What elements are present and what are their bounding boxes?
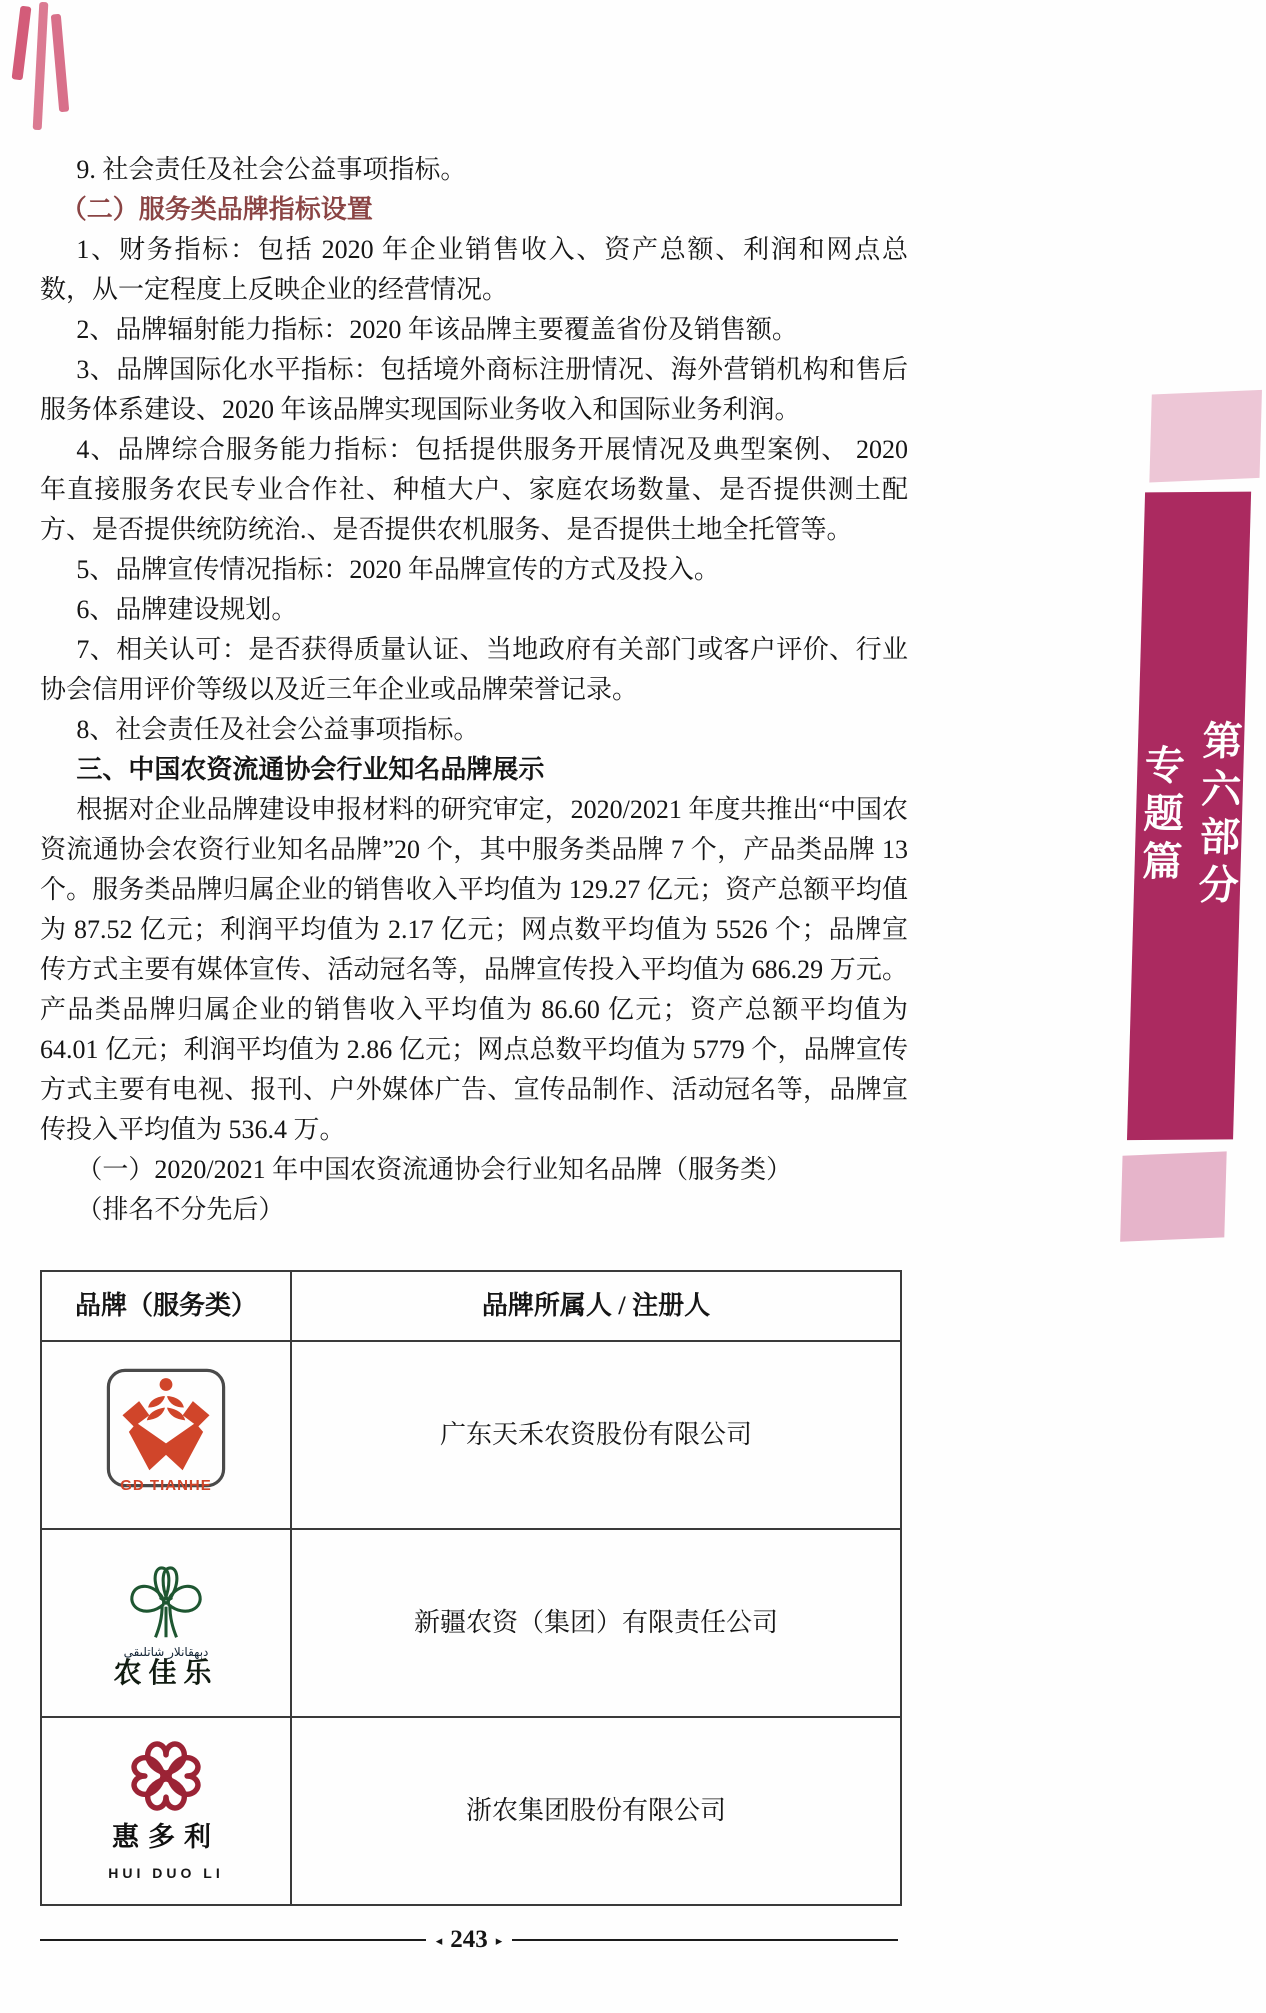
table-row bbox=[41, 1717, 901, 1905]
scan-artifact bbox=[33, 2, 49, 130]
huiduoli-logo-latin-text: HUI DUO LI bbox=[108, 1864, 224, 1881]
table-row bbox=[41, 1341, 901, 1529]
sub-heading-note: （排名不分先后） bbox=[76, 1195, 285, 1224]
table-row bbox=[41, 1529, 901, 1717]
gdtianhe-logo-icon bbox=[42, 1364, 290, 1506]
footer-rule-left bbox=[40, 1939, 426, 1941]
owner-cell: 浙农集团股份有限公司 bbox=[291, 1717, 901, 1905]
footer-rule-right bbox=[512, 1939, 898, 1941]
page-number: 243 bbox=[450, 1926, 488, 1953]
chapter-tab-top-strip bbox=[1149, 390, 1262, 483]
main-text bbox=[40, 150, 908, 1906]
chapter-tab-banner bbox=[1127, 492, 1251, 1140]
indicator-item: 7、相关认可：是否获得质量认证、当地政府有关部门或客户评价、行业协会信用评价等级以及近三年企业或品牌荣誉记录。 bbox=[40, 635, 908, 704]
scan-artifact bbox=[51, 14, 70, 112]
header-owner: 品牌所属人 / 注册人 bbox=[291, 1271, 901, 1341]
chapter-tab-part-label: 第六部分 bbox=[1192, 719, 1242, 912]
owner-cell: 新疆农资（集团）有限责任公司 bbox=[291, 1529, 901, 1717]
gdtianhe-logo-text: GD TIANHE bbox=[120, 1477, 212, 1494]
table-header-row bbox=[41, 1271, 901, 1341]
header-brand: 品牌（服务类） bbox=[41, 1271, 291, 1341]
nongjiale-logo-icon bbox=[42, 1557, 290, 1689]
indicator-item: 3、品牌国际化水平指标：包括境外商标注册情况、海外营销机构和售后服务体系建设、2020 年该品牌实现国际业务收入和国际业务利润。 bbox=[40, 355, 908, 424]
indicator-item: 8、社会责任及社会公益事项指标。 bbox=[76, 715, 480, 744]
item-9: 9. 社会责任及社会公益事项指标。 bbox=[76, 155, 467, 184]
indicator-item: 6、品牌建设规划。 bbox=[76, 595, 298, 624]
footer-left-mark: ◂ bbox=[435, 1932, 443, 1948]
footer-right-mark: ▸ bbox=[495, 1932, 503, 1948]
huiduoli-logo-icon bbox=[42, 1730, 290, 1893]
section-heading-3: 三、中国农资流通协会行业知名品牌展示 bbox=[76, 755, 545, 784]
owner-cell: 广东天禾农资股份有限公司 bbox=[291, 1341, 901, 1529]
indicator-item: 5、品牌宣传情况指标：2020 年品牌宣传的方式及投入。 bbox=[76, 555, 720, 584]
summary-paragraph: 根据对企业品牌建设申报材料的研究审定，2020/2021 年度共推出“中国农资流通协会农资行业知名品牌”20 个，其中服务类品牌 7 个，产品类品牌 13 个。服务类品牌归属企业的销售收入平均值为 129.27 亿元；资产总额平均值为 87.52 亿元；利润平均值为 2.17 亿元；网点数平均值为 5526 个；品牌宣传方式主要有媒体宣传、活动冠名等，品牌宣传投入平均值为 686.29 万元。产品类品牌归属企业的销售收入平均值为 86.60 亿元；资产总额平均值为 64.01 亿元；利润平均值为 2.86 亿元；网点总数平均值为 5779 个，品牌宣传方式主要有电视、报刊、户外媒体广告、宣传品制作、活动冠名等，品牌宣传投入平均值为 536.4 万。 bbox=[40, 795, 908, 1144]
nongjiale-logo-text: 农佳乐 bbox=[113, 1658, 219, 1689]
huiduoli-logo-text: 惠多利 bbox=[112, 1821, 220, 1852]
section-heading-2: （二）服务类品牌指标设置 bbox=[60, 195, 373, 224]
indicator-item: 2、品牌辐射能力指标：2020 年该品牌主要覆盖省份及销售额。 bbox=[76, 315, 798, 344]
indicator-item: 1、财务指标：包括 2020 年企业销售收入、资产总额、利润和网点总数，从一定程度上反映企业的经营情况。 bbox=[40, 235, 908, 304]
indicator-item: 4、品牌综合服务能力指标：包括提供服务开展情况及典型案例、 2020 年直接服务农民专业合作社、种植大户、家庭农场数量、是否提供测土配方、是否提供统防统治.、是否提供农机服务、是否提供土地全托管等。 bbox=[40, 435, 908, 544]
page-footer bbox=[40, 1926, 898, 1954]
chapter-tab-bottom-strip bbox=[1120, 1151, 1227, 1241]
chapter-tab-section-label: 专题篇 bbox=[1136, 743, 1185, 889]
scan-artifact bbox=[12, 6, 32, 81]
nongjiale-uyghur-text: دېھقانلار شاتلىقى bbox=[123, 1645, 209, 1659]
brand-table bbox=[40, 1270, 902, 1906]
chapter-tab bbox=[1118, 390, 1266, 1245]
sub-heading-1: （一）2020/2021 年中国农资流通协会行业知名品牌（服务类） bbox=[76, 1155, 793, 1184]
